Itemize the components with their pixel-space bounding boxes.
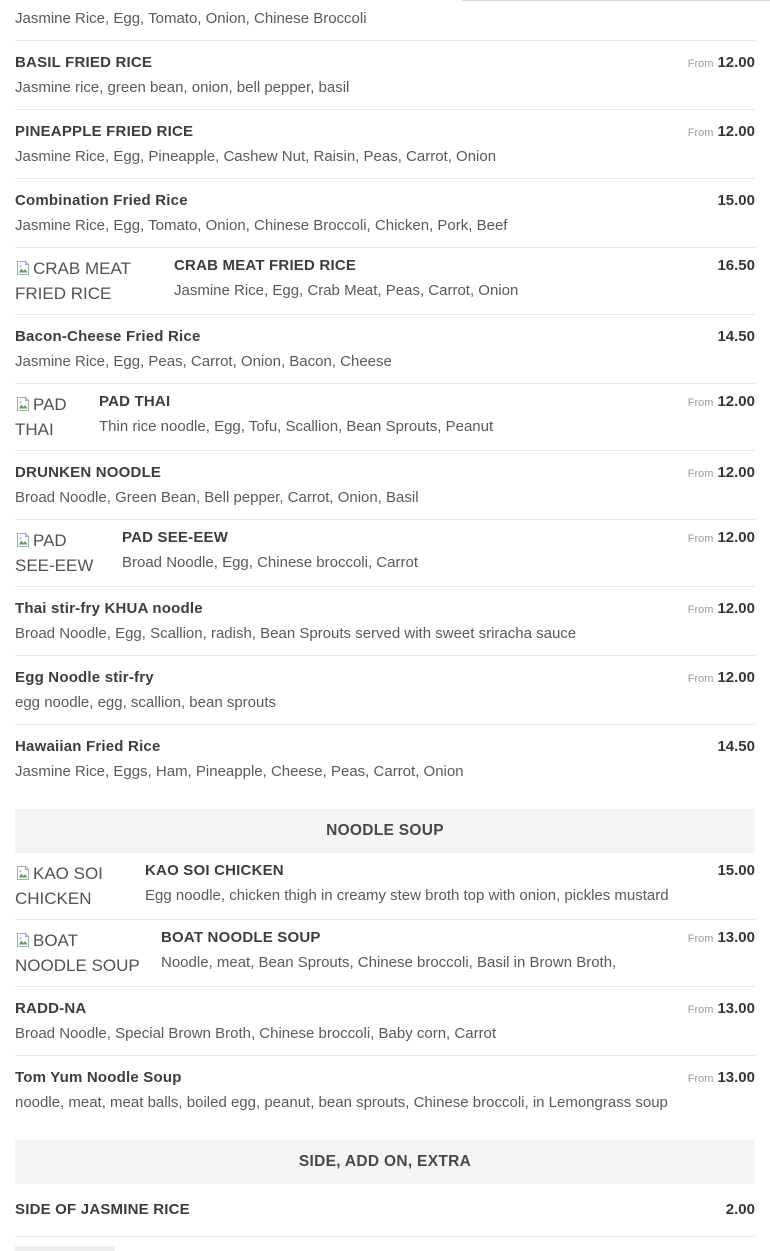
item-price <box>676 1069 755 1087</box>
price-from-label: From <box>687 127 714 139</box>
menu-item-row[interactable] <box>15 315 755 384</box>
item-title: Thai stir-fry KHUA noodle <box>15 600 203 617</box>
item-title: Egg Noodle stir-fry <box>15 669 154 686</box>
item-price <box>705 192 755 210</box>
price-from-label: From <box>687 397 714 409</box>
image-alt-text: KAO SOI CHICKEN <box>15 864 103 908</box>
menu-item-row[interactable] <box>15 1056 755 1124</box>
menu-item-row[interactable] <box>15 1184 755 1237</box>
broken-image-icon <box>15 864 31 887</box>
item-title: SIDE OF JASMINE RICE <box>15 1201 190 1218</box>
price-from-label: From <box>687 604 714 616</box>
menu-item-row[interactable] <box>15 853 755 920</box>
price-from-label: From <box>687 933 714 945</box>
menu-item-row[interactable] <box>15 920 755 987</box>
image-alt-text: PAD THAI <box>15 395 67 439</box>
broken-item-image <box>15 529 122 577</box>
price-value: 12.00 <box>717 54 755 71</box>
item-description: Broad Noodle, Special Brown Broth, Chinese broccoli, Baby corn, Carrot <box>15 1025 497 1042</box>
item-price <box>676 464 755 482</box>
price-value: 12.00 <box>717 600 755 617</box>
broken-item-image <box>15 862 145 910</box>
item-description: Jasmine Rice, Eggs, Ham, Pineapple, Cheese, Peas, Carrot, Onion <box>15 763 464 780</box>
item-price <box>676 929 755 947</box>
broken-item-image <box>15 929 161 977</box>
price-value: 14.50 <box>717 738 755 755</box>
price-value: 15.00 <box>717 862 755 879</box>
price-from-label: From <box>687 1073 714 1085</box>
item-description: Broad Noodle, Egg, Scallion, radish, Bean Sprouts served with sweet sriracha sauce <box>15 625 577 642</box>
price-value: 12.00 <box>717 123 755 140</box>
item-price <box>705 738 755 756</box>
item-price <box>676 54 755 72</box>
item-title: Combination Fried Rice <box>15 192 188 209</box>
broken-image-icon <box>15 531 31 554</box>
broken-item-image <box>15 257 174 305</box>
item-description: Jasmine Rice, Egg, Tomato, Onion, Chinese Broccoli <box>15 10 367 27</box>
price-value: 12.00 <box>717 464 755 481</box>
item-description: Jasmine Rice, Egg, Pineapple, Cashew Nut, Raisin, Peas, Carrot, Onion <box>15 148 497 165</box>
item-price <box>705 328 755 346</box>
price-value: 15.00 <box>717 192 755 209</box>
cutoff-divider-above <box>462 0 770 1</box>
menu-item-row[interactable] <box>15 0 755 41</box>
item-description: Jasmine rice, green bean, onion, bell pepper, basil <box>15 79 350 96</box>
menu-item-row[interactable] <box>15 656 755 725</box>
item-price <box>705 257 755 275</box>
item-description: Broad Noodle, Green Bean, Bell pepper, Carrot, Onion, Basil <box>15 489 419 506</box>
item-description: Jasmine Rice, Egg, Peas, Carrot, Onion, Bacon, Cheese <box>15 353 392 370</box>
item-title: Tom Yum Noodle Soup <box>15 1069 182 1086</box>
item-price <box>676 529 755 547</box>
broken-image-icon <box>15 395 31 418</box>
menu-item-row[interactable] <box>15 725 755 793</box>
price-from-label: From <box>687 468 714 480</box>
item-description: Noodle, meat, Bean Sprouts, Chinese broccoli, Basil in Brown Broth, <box>161 954 617 971</box>
item-price <box>676 393 755 411</box>
menu-item-row[interactable] <box>15 587 755 656</box>
image-alt-text: BOAT NOODLE SOUP <box>15 931 140 975</box>
price-from-label: From <box>687 1004 714 1016</box>
item-title: PAD SEE-EEW <box>122 529 229 546</box>
item-description: Egg noodle, chicken thigh in creamy stew broth top with onion, pickles mustard <box>145 887 669 904</box>
price-value: 13.00 <box>717 1069 755 1086</box>
menu-item-row[interactable] <box>15 248 755 315</box>
item-title: BOAT NOODLE SOUP <box>161 929 321 946</box>
item-description: Jasmine Rice, Egg, Crab Meat, Peas, Carrot, Onion <box>174 282 519 299</box>
item-description: Broad Noodle, Egg, Chinese broccoli, Carrot <box>122 554 418 571</box>
item-title: RADD-NA <box>15 1000 87 1017</box>
menu-item-row[interactable] <box>15 987 755 1056</box>
price-from-label: From <box>687 533 714 545</box>
item-description: Jasmine Rice, Egg, Tomato, Onion, Chinese Broccoli, Chicken, Pork, Beef <box>15 217 508 234</box>
price-from-label: From <box>687 58 714 70</box>
price-value: 12.00 <box>717 529 755 546</box>
item-title: BASIL FRIED RICE <box>15 54 153 71</box>
price-value: 12.00 <box>717 669 755 686</box>
menu-item-row[interactable] <box>15 384 755 451</box>
item-title: KAO SOI CHICKEN <box>145 862 284 879</box>
broken-image-icon <box>15 931 31 954</box>
section-header-side-add-on-extra: SIDE, ADD ON, EXTRA <box>15 1140 755 1184</box>
menu-item-row[interactable] <box>15 110 755 179</box>
menu-item-row[interactable] <box>15 520 755 587</box>
price-from-label: From <box>687 673 714 685</box>
menu-item-row[interactable] <box>15 179 755 248</box>
section-header-noodle-soup: NOODLE SOUP <box>15 809 755 853</box>
price-value: 13.00 <box>717 929 755 946</box>
price-value: 13.00 <box>717 1000 755 1017</box>
cutoff-item-below <box>15 1246 115 1251</box>
price-value: 2.00 <box>725 1201 755 1218</box>
price-value: 12.00 <box>717 393 755 410</box>
item-price <box>676 1000 755 1018</box>
menu-item-row[interactable] <box>15 451 755 520</box>
item-title: CRAB MEAT FRIED RICE <box>174 257 357 274</box>
menu-item-row[interactable] <box>15 41 755 110</box>
broken-item-image <box>15 393 99 441</box>
broken-image-icon <box>15 259 31 282</box>
item-title: PINEAPPLE FRIED RICE <box>15 123 194 140</box>
item-price <box>714 1201 755 1219</box>
image-alt-text: CRAB MEAT FRIED RICE <box>15 259 131 303</box>
item-price <box>676 669 755 687</box>
item-price <box>676 123 755 141</box>
item-description: egg noodle, egg, scallion, bean sprouts <box>15 694 277 711</box>
item-price <box>705 862 755 880</box>
image-alt-text: PAD SEE-EEW <box>15 531 94 575</box>
price-value: 16.50 <box>717 257 755 274</box>
item-price <box>676 600 755 618</box>
item-title: Hawaiian Fried Rice <box>15 738 161 755</box>
item-description: noodle, meat, meat balls, boiled egg, peanut, bean sprouts, Chinese broccoli, in Lemongrass soup <box>15 1094 668 1111</box>
item-title: DRUNKEN NOODLE <box>15 464 162 481</box>
item-description: Thin rice noodle, Egg, Tofu, Scallion, Bean Sprouts, Peanut <box>99 418 494 435</box>
item-title: PAD THAI <box>99 393 171 410</box>
item-title: Bacon-Cheese Fried Rice <box>15 328 201 345</box>
price-value: 14.50 <box>717 328 755 345</box>
